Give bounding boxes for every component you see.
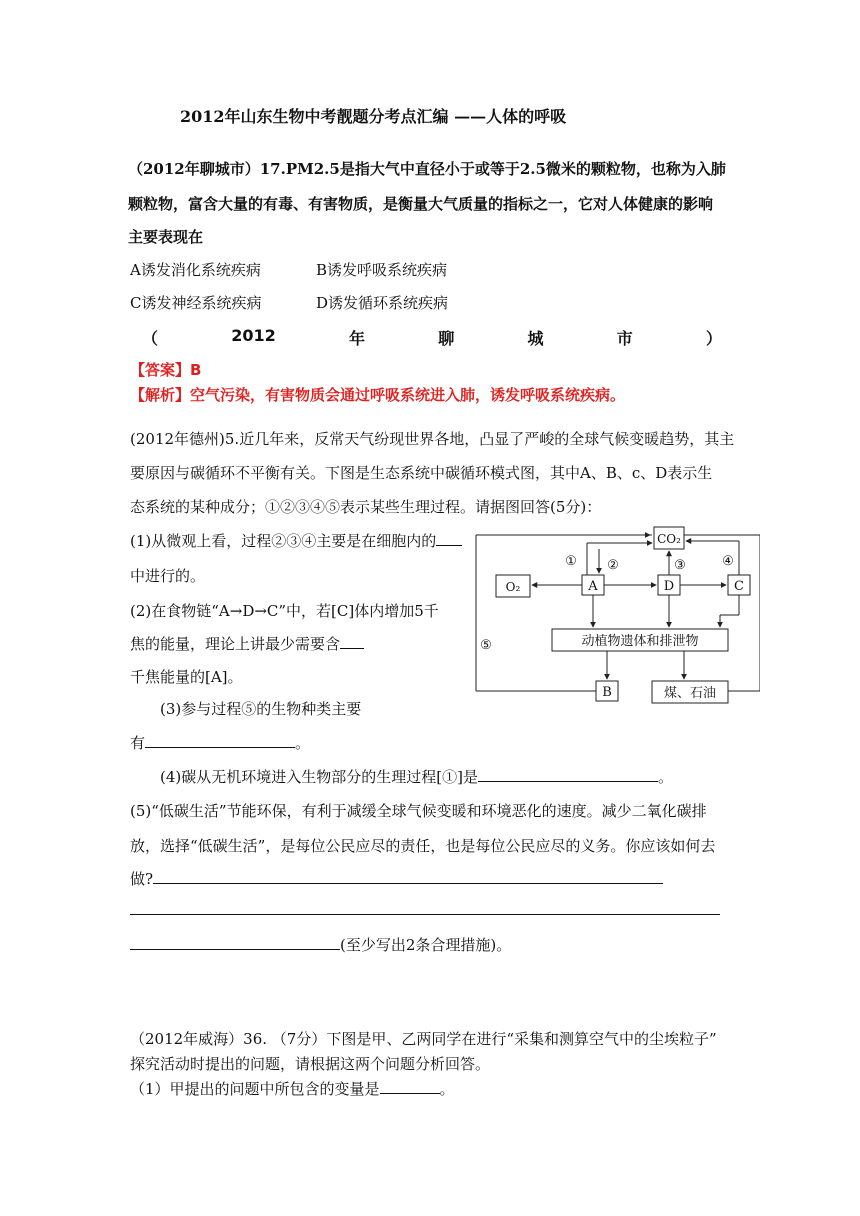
- q3-sub1: （1）甲提出的问题中所包含的变量是: [130, 1080, 380, 1098]
- sub3-prefix: 有: [130, 734, 146, 752]
- sub1-line2: 中进行的。: [130, 567, 206, 585]
- q2-line1: (2012年德州)5.近几年来，反常天气纷现世界各地，凸显了严峻的全球气候变暖趋势，其主: [130, 430, 735, 448]
- answer-blank[interactable]: [145, 733, 295, 748]
- spread-char: 年: [348, 329, 365, 348]
- co2-label: CO₂: [657, 532, 681, 546]
- q1-line3: 主要表现在: [128, 228, 204, 246]
- sub1-line1: [130, 530, 462, 551]
- q1-line1: [128, 158, 726, 179]
- answer-blank[interactable]: [436, 531, 462, 546]
- carbon-cycle-diagram: [474, 525, 760, 715]
- process-2-label: ②: [607, 558, 619, 573]
- sub2-line2: [130, 633, 364, 654]
- sub5-line5: [130, 934, 511, 955]
- o2-label: O₂: [505, 580, 521, 594]
- sub5-line1: (5)“低碳生活”节能环保，有利于减缓全球气候变暖和环境恶化的速度。减少二氧化碳排: [130, 802, 707, 820]
- b-label: B: [602, 685, 612, 700]
- process-5-label: ⑤: [480, 638, 492, 653]
- q3-line1: [130, 1028, 717, 1049]
- q3-text: （2012年威海）36. （7分）下图是甲、乙两同学在进行“采集和测算空气中的尘埃粒子”: [130, 1030, 717, 1048]
- d-label: D: [663, 579, 675, 594]
- spread-char: 城: [527, 329, 544, 348]
- sub3-end: 。: [295, 734, 311, 752]
- sub3-line2: [130, 732, 310, 753]
- process-3-label: ③: [674, 558, 686, 573]
- option-b: B诱发呼吸系统疾病: [316, 261, 448, 279]
- q2-line3: 态系统的某种成分；①②③④⑤表示某些生理过程。请据图回答(5分)：: [130, 498, 602, 516]
- spread-char: 市: [616, 329, 633, 348]
- sub2-line3: 千焦能量的[A]。: [130, 668, 243, 686]
- sub4-end: 。: [657, 768, 673, 786]
- process-1-label: ①: [565, 554, 577, 569]
- q3-sub1-end: 。: [439, 1080, 455, 1098]
- spread-char: （: [142, 329, 159, 348]
- spread-char: 聊: [438, 329, 455, 348]
- option-a: A诱发消化系统疾病: [130, 261, 261, 279]
- sub1-text: (1)从微观上看，过程②③④主要是在细胞内的: [130, 532, 437, 550]
- answer-blank[interactable]: [380, 1079, 440, 1094]
- sub5-line2: 放，选择“低碳生活”，是每位公民应尽的责任，也是每位公民应尽的义务。你应该如何去: [130, 837, 716, 855]
- option-d: D诱发循环系统疾病: [316, 294, 449, 312]
- q1-source: （2012年聊城市）: [128, 160, 260, 178]
- a-label: A: [588, 579, 598, 594]
- spread-char: 2012: [231, 326, 276, 345]
- sub3-line1: (3)参与过程⑤的生物种类主要: [160, 700, 362, 718]
- q3-line3: [130, 1078, 455, 1099]
- q3-line2: 探究活动时提出的问题，请根据这两个问题分析回答。: [130, 1055, 491, 1073]
- q2-line2: 要原因与碳循环不平衡有关。下图是生态系统中碳循环模式图，其中A、B、c、D表示生: [130, 464, 713, 482]
- q1-stem-start: 17.PM2.5是指大气中直径小于或等于2.5微米的颗粒物，也称为入肺: [259, 160, 726, 178]
- process-4-label: ④: [722, 554, 734, 569]
- option-c: C诱发神经系统疾病: [130, 294, 262, 312]
- answer-blank[interactable]: [153, 869, 663, 884]
- answer-blank-line[interactable]: [130, 914, 720, 915]
- sub2-line1: (2)在食物链“A→D→C”中，若[C]体内增加5千: [130, 602, 439, 620]
- answer-blank[interactable]: [130, 935, 340, 950]
- sub4-line: [160, 766, 673, 787]
- c-label: C: [734, 579, 744, 594]
- sub5-prefix: 做?: [130, 870, 154, 888]
- answer-blank[interactable]: [340, 634, 364, 649]
- coal-label: 煤、石油: [663, 686, 717, 701]
- sub5-end: (至少写出2条合理措施)。: [340, 936, 512, 954]
- answer-label: 【答案】B: [130, 361, 202, 379]
- sub4-text: (4)碳从无机环境进入生物部分的生理过程[①]是: [160, 768, 478, 786]
- sub5-line3: [130, 868, 663, 889]
- spread-char: ）: [705, 329, 722, 348]
- q1-line2: 颗粒物，富含大量的有毒、有害物质，是衡量大气质量的指标之一，它对人体健康的影响: [128, 195, 714, 213]
- sub2-text: 焦的能量，理论上讲最少需要含: [130, 635, 341, 653]
- answer-blank[interactable]: [478, 767, 658, 782]
- page-title: 2012年山东生物中考靓题分考点汇编 ——人体的呼吸: [180, 107, 567, 126]
- analysis-label: 【解析】空气污染，有害物质会通过呼吸系统进入肺，诱发呼吸系统疾病。: [130, 386, 626, 404]
- source-spread-line: [142, 326, 722, 349]
- remains-label: 动植物遗体和排泄物: [581, 634, 699, 649]
